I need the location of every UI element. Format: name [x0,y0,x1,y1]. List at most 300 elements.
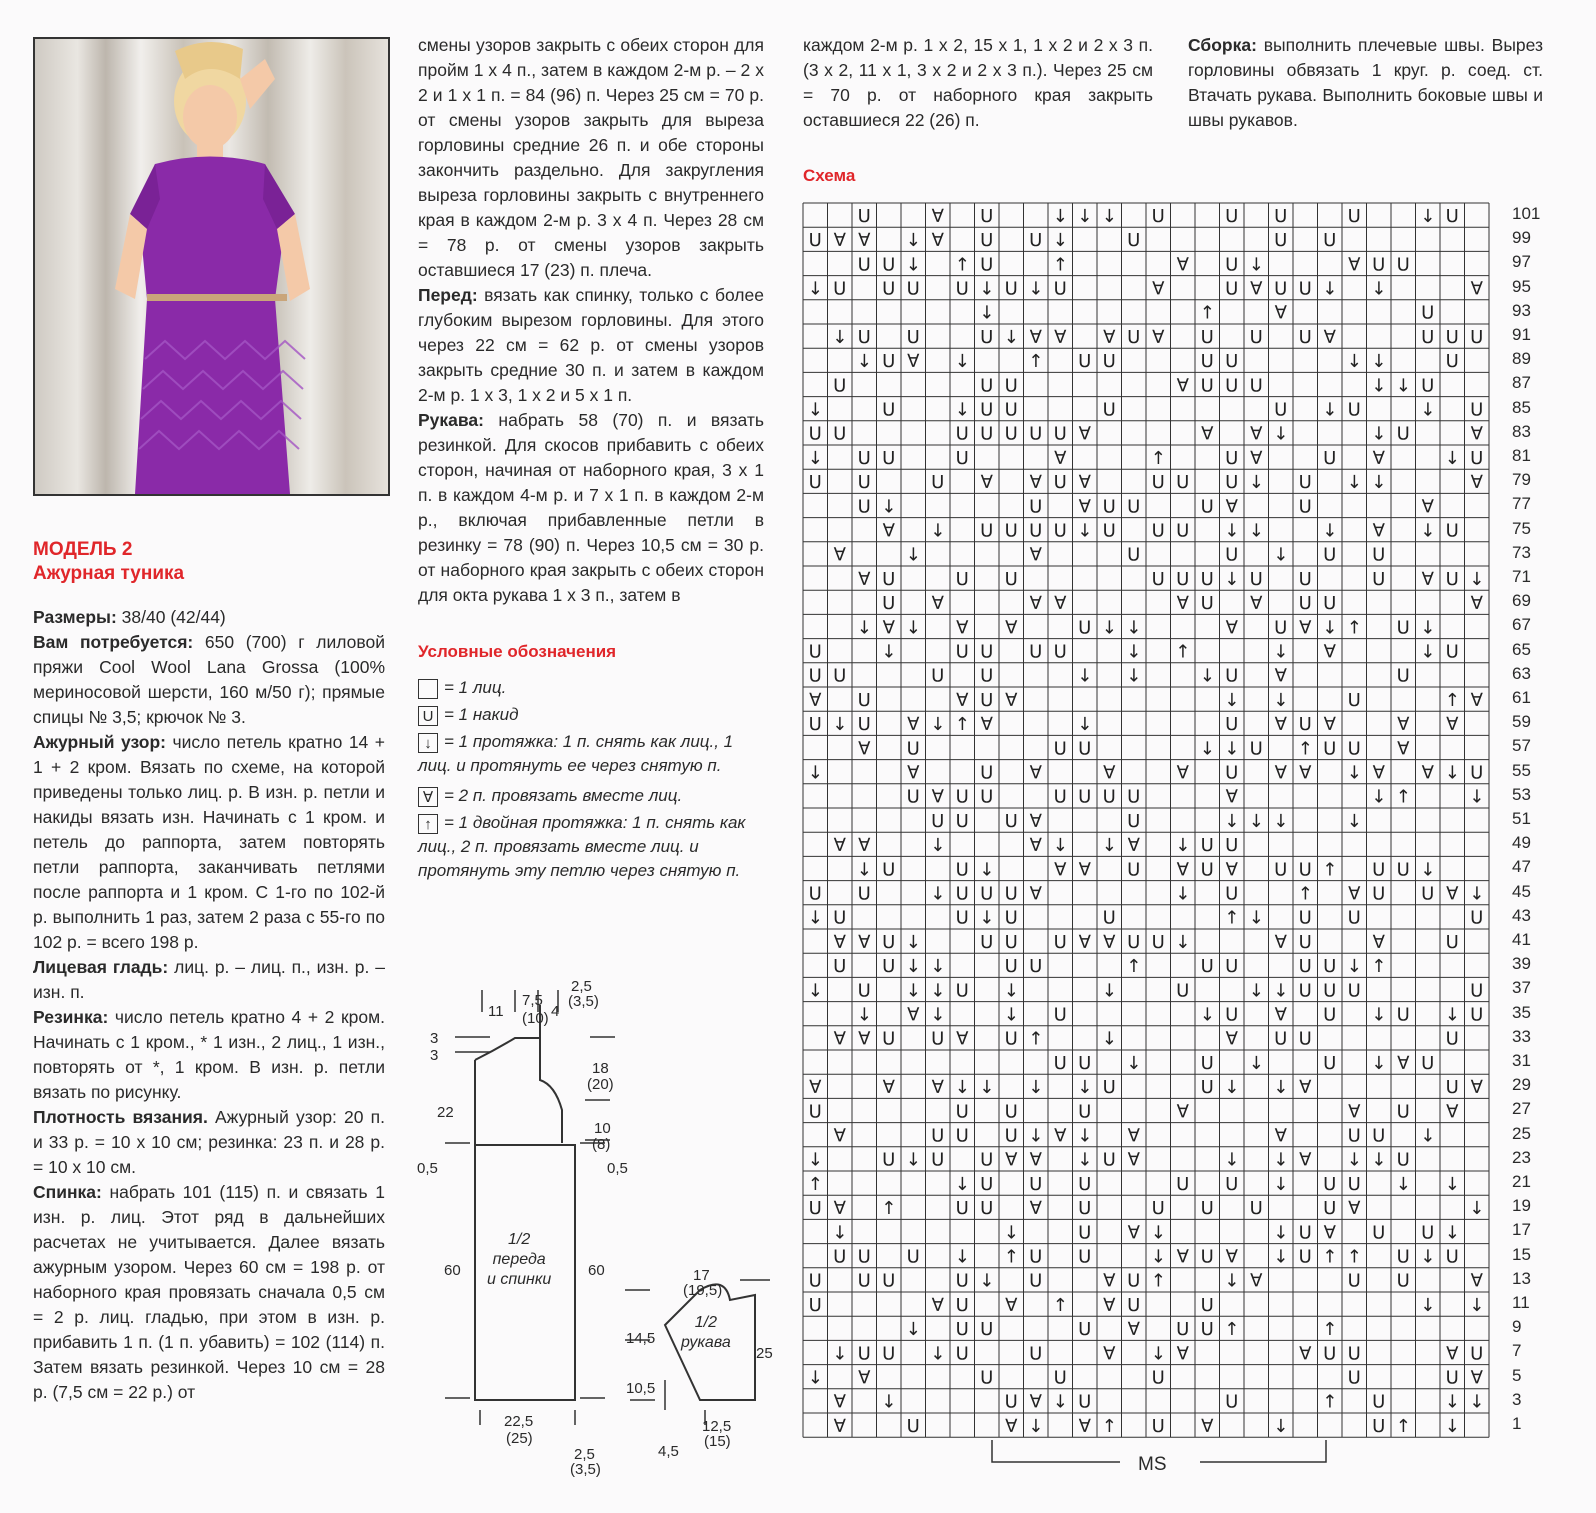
chart-stitch-symbol: ↓ [1273,1077,1289,1099]
chart-stitch-symbol: ∀ [1421,568,1434,590]
sleeve-label-2: рукава [681,1334,731,1351]
row-number: 29 [1512,1075,1531,1095]
chart-stitch-symbol: U [980,931,994,953]
chart-stitch-symbol: U [1249,568,1263,590]
dimension-label: 2,5 [571,978,592,995]
column-2-text [418,33,764,608]
row-number: 69 [1512,591,1531,611]
chart-stitch-symbol: ↓ [881,1391,897,1413]
chart-stitch-symbol: ∀ [1054,593,1067,615]
chart-stitch-symbol: ∀ [858,1028,871,1050]
chart-stitch-symbol: ∀ [1127,1149,1140,1171]
tunic-figure-image [35,39,388,494]
chart-stitch-symbol: ↓ [1101,205,1117,227]
chart-stitch-symbol: U [980,1173,994,1195]
dimension-label: (3,5) [568,993,599,1010]
chart-stitch-symbol: U [1151,1415,1165,1437]
row-number: 55 [1512,760,1531,780]
col1-paragraph [33,730,385,955]
chart-stitch-symbol: ∀ [1029,762,1042,784]
chart-stitch-symbol: ↓ [1371,351,1387,373]
chart-stitch-symbol: U [1445,520,1459,542]
chart-stitch-symbol: U [882,1028,896,1050]
chart-stitch-symbol: U [857,447,871,469]
chart-stitch-symbol: U [1102,399,1116,421]
col2-heading: Рукава: [418,410,484,430]
col2-body: вязать как спинку, только с более глубоким вырезом горловины. Для этого через 22 см = 62 р. от смены узоров закрыть средние 30 п. и затем в каждом 2-м р. 1 х 3, 1 х 2 и 5 х 1 п. [418,285,764,405]
row-number: 67 [1512,615,1531,635]
chart-stitch-symbol: ↓ [1052,230,1068,252]
chart-stitch-symbol: ↑ [1371,956,1387,978]
chart-stitch-symbol: ↓ [1469,883,1485,905]
chart-stitch-symbol: ↓ [1420,520,1436,542]
chart-stitch-symbol: ↓ [1199,1004,1215,1026]
body-piece-label [487,1230,551,1290]
col1-heading: Резинка: [33,1007,109,1027]
chart-stitch-symbol: ↓ [1028,1077,1044,1099]
chart-stitch-symbol: ↓ [1077,1149,1093,1171]
chart-stitch-symbol: U [1421,883,1435,905]
row-number: 61 [1512,688,1531,707]
chart-stitch-symbol: U [1078,1101,1092,1123]
chart-stitch-symbol: ↓ [1395,375,1411,397]
chart-stitch-symbol: ↓ [1420,1125,1436,1147]
chart-stitch-symbol: U [1470,326,1484,348]
chart-stitch-symbol: U [1347,399,1361,421]
row-number: 41 [1512,930,1531,949]
chart-stitch-symbol: ↓ [1322,617,1338,639]
chart-stitch-symbol: ∀ [1078,859,1091,881]
chart-stitch-symbol: ↓ [979,278,995,300]
chart-stitch-symbol: U [1396,617,1410,639]
chart-stitch-symbol: U [1249,738,1263,760]
chart-stitch-symbol: U [1421,1052,1435,1074]
chart-stitch-symbol: ∀ [1225,1246,1238,1268]
chart-stitch-symbol: U [1396,859,1410,881]
chart-stitch-symbol: ↓ [1003,1222,1019,1244]
row-number: 89 [1512,349,1531,369]
chart-stitch-symbol: U [1029,956,1043,978]
chart-stitch-symbol: U [1470,762,1484,784]
chart-stitch-symbol: ↓ [1248,520,1264,542]
body-label-2: переда [492,1251,546,1268]
chart-stitch-symbol: ∀ [1372,447,1385,469]
chart-stitch-symbol: ∀ [1176,593,1189,615]
chart-stitch-symbol: U [1225,665,1239,687]
chart-stitch-symbol: ↑ [1101,1415,1117,1437]
chart-stitch-symbol: U [955,1101,969,1123]
chart-stitch-symbol: U [1200,835,1214,857]
chart-stitch-symbol: ↓ [1346,762,1362,784]
chart-stitch-symbol: U [1078,1052,1092,1074]
model-photo [33,37,390,496]
chart-stitch-symbol: ∀ [1299,1149,1312,1171]
chart-stitch-symbol: U [1200,1246,1214,1268]
chart-stitch-symbol: U [1470,447,1484,469]
chart-stitch-symbol: U [1470,907,1484,929]
chart-stitch-symbol: U [906,1415,920,1437]
chart-stitch-symbol: U [906,1246,920,1268]
chart-stitch-symbol: ↓ [1077,665,1093,687]
chart-stitch-symbol: U [1372,883,1386,905]
chart-stitch-symbol: U [980,326,994,348]
chart-stitch-symbol: U [1347,1173,1361,1195]
chart-stitch-symbol: U [1445,205,1459,227]
chart-stitch-symbol: U [1200,351,1214,373]
chart-stitch-symbol: U [1127,496,1141,518]
row-number: 25 [1512,1123,1531,1143]
col1-paragraph [33,630,385,730]
chart-stitch-symbol: ∀ [1470,1270,1483,1292]
chart-stitch-symbol: U [808,1270,822,1292]
chart-stitch-symbol: U [882,447,896,469]
legend-text: = 1 двойная протяжка: 1 п. снять как лиц., 2 п. провязать вместе лиц. и протянуть эту петлю через снятую п. [418,813,746,880]
chart-stitch-symbol: U [1347,1343,1361,1365]
chart-stitch-symbol: U [857,1343,871,1365]
dimension-label: 10,5 [626,1380,656,1397]
sleeve-piece-label [681,1313,731,1353]
col1-body: число петель кратно 4 + 2 кром. Начинать с 1 кром., * 1 изн., 2 лиц., 1 изн., повторять от *, 1 кром. В изн. р. петли вязать по рисунку. [33,1007,385,1102]
dimension-label: 4,5 [658,1443,679,1460]
col1-paragraph [33,955,385,1005]
chart-stitch-symbol: ∀ [1225,859,1238,881]
chart-stitch-symbol: U [1029,496,1043,518]
chart-stitch-symbol: ↓ [1248,810,1264,832]
chart-stitch-symbol: U [1274,1028,1288,1050]
row-number: 39 [1512,954,1531,974]
chart-stitch-symbol: U [955,1294,969,1316]
chart-stitch-symbol: U [1298,907,1312,929]
chart-stitch-symbol: ↓ [905,617,921,639]
chart-stitch-symbol: U [1127,326,1141,348]
chart-stitch-symbol: ∀ [1470,472,1483,494]
chart-stitch-symbol: U [1078,1246,1092,1268]
row-number: 15 [1512,1244,1531,1264]
col2-body: набрать 58 (70) п. и вязать резинкой. Для скосов прибавить с обеих сторон, начиная от наборного края, 3 х 1 п. в каждом 4-м р. и 7 х 1 п. в каждом 2-м р., включая прибавленные петли в резинку = 78 (90) п. Через 10,5 см = 30 р. от наборного края закрыть с обеих сторон для окта рукава 1 х 3 п., затем в [418,410,764,605]
chart-stitch-symbol: U [955,278,969,300]
chart-stitch-symbol: U [1396,423,1410,445]
chart-stitch-symbol: U [1372,1125,1386,1147]
col1-body: набрать 101 (115) п. и связать 1 изн. р. лиц. Этот ряд в дальнейших расчетах не учитывается. Далее вязать ажурным узором. Через 60 см = 198 р. от наборного края провязать сначала 0,5 см = 2 р. лиц. гладью, при этом в изн. р. прибавить 1 п. (1 п. убавить) = 102 (114) п. Затем вязать резинкой. Через 10 см = 28 р. (7,5 см = 22 р.) от [33,1182,385,1402]
chart-stitch-symbol: ↑ [1322,859,1338,881]
chart-stitch-symbol: U [955,423,969,445]
chart-stitch-symbol: U [1127,859,1141,881]
chart-stitch-symbol: ↓ [1273,810,1289,832]
chart-stitch-symbol: ∀ [1054,447,1067,469]
chart-stitch-symbol: U [833,423,847,445]
chart-stitch-symbol: ↓ [1371,1004,1387,1026]
chart-stitch-symbol: U [1298,859,1312,881]
chart-stitch-symbol: U [1078,1391,1092,1413]
chart-stitch-symbol: ∀ [1201,1415,1214,1437]
chart-stitch-symbol: ↓ [1224,520,1240,542]
chart-stitch-symbol: U [1200,568,1214,590]
chart-stitch-symbol: U [808,1101,822,1123]
row-number: 45 [1512,881,1531,901]
chart-stitch-symbol: ↓ [954,351,970,373]
chart-stitch-symbol: ∀ [882,1077,895,1099]
chart-stitch-symbol: U [1004,931,1018,953]
chart-stitch-symbol: ∀ [1274,1004,1287,1026]
chart-stitch-symbol: U [1396,254,1410,276]
chart-stitch-symbol: ↓ [979,859,995,881]
dimension-label: 7,5 [522,992,543,1009]
chart-stitch-symbol: ∀ [833,1198,846,1220]
col1-heading: Лицевая гладь: [33,957,169,977]
dimension-label: 17 [693,1267,710,1284]
chart-stitch-symbol: U [1004,399,1018,421]
chart-stitch-symbol: U [1396,1246,1410,1268]
row-number: 43 [1512,905,1531,925]
chart-stitch-symbol: ∀ [1274,714,1287,736]
chart-stitch-symbol: U [1298,714,1312,736]
chart-stitch-symbol: ∀ [1250,423,1263,445]
chart-stitch-symbol: U [1102,496,1116,518]
row-number: 17 [1512,1220,1531,1240]
row-number: 37 [1512,978,1531,998]
chart-stitch-symbol: ∀ [1348,883,1361,905]
chart-stitch-symbol: ↓ [1420,859,1436,881]
chart-stitch-symbol: ∀ [1250,593,1263,615]
column-1-text [33,605,385,1405]
chart-stitch-symbol: U [1200,1052,1214,1074]
chart-stitch-symbol: ∀ [1299,762,1312,784]
body-label-1: 1/2 [508,1231,531,1248]
chart-stitch-symbol: U [833,375,847,397]
chart-stitch-symbol: ↓ [1248,472,1264,494]
chart-stitch-symbol: U [931,1125,945,1147]
chart-stitch-symbol: ↓ [1126,617,1142,639]
dimension-label: 12,5 [702,1418,732,1435]
chart-stitch-symbol: ↓ [881,496,897,518]
chart-stitch-symbol: U [1298,472,1312,494]
chart-stitch-symbol: U [1200,956,1214,978]
chart-stitch-symbol: U [1445,1367,1459,1389]
chart-stitch-symbol: ↓ [1175,883,1191,905]
column-3-paragraph: каждом 2-м р. 1 х 2, 15 х 1, 1 х 2 и 2 х 3 п. (3 х 2, 11 х 1, 3 х 2 и 2 х 3 п.). Через 25 см = 70 р. от наборного края закрыть оставшиеся 22 (26) п. [803,35,1153,130]
chart-stitch-symbol: ↓ [1469,1198,1485,1220]
chart-stitch-symbol: U [857,326,871,348]
chart-stitch-symbol: ↓ [1371,278,1387,300]
chart-stitch-symbol: U [1176,520,1190,542]
chart-stitch-symbol: U [857,205,871,227]
chart-stitch-symbol: U [1004,375,1018,397]
chart-stitch-symbol: ↓ [1371,423,1387,445]
chart-stitch-symbol: ∀ [1054,1125,1067,1147]
dimension-label: 22 [437,1104,454,1121]
chart-stitch-symbol: U [955,883,969,905]
chart-stitch-symbol: ↓ [1371,472,1387,494]
chart-stitch-symbol: ∀ [1005,689,1018,711]
chart-stitch-symbol: U [1225,278,1239,300]
chart-stitch-symbol: U [955,447,969,469]
row-number: 49 [1512,833,1531,853]
dimension-label: 14,5 [626,1330,656,1347]
chart-stitch-symbol: U [1053,738,1067,760]
chart-stitch-symbol: ∀ [1103,762,1116,784]
chart-stitch-symbol: U [1347,980,1361,1002]
chart-stitch-symbol: ∀ [858,835,871,857]
dimension-label: 4 [551,1003,560,1020]
chart-stitch-symbol: U [1274,278,1288,300]
chart-stitch-symbol: U [980,230,994,252]
row-number: 87 [1512,373,1531,393]
chart-stitch-symbol: U [931,810,945,832]
chart-stitch-symbol: U [1274,205,1288,227]
chart-stitch-symbol: ∀ [907,714,920,736]
chart-stitch-symbol: ∀ [1029,472,1042,494]
chart-stitch-symbol: ↓ [930,1004,946,1026]
chart-stitch-symbol: ∀ [858,230,871,252]
chart-stitch-symbol: ↓ [807,399,823,421]
chart-stitch-symbol: ↓ [1420,399,1436,421]
chart-stitch-symbol: U [1225,254,1239,276]
chart-stitch-symbol: ∀ [1029,1391,1042,1413]
col1-heading: Ажурный узор: [33,732,166,752]
chart-stitch-symbol: ∀ [1127,1125,1140,1147]
chart-stitch-symbol: U [1176,568,1190,590]
chart-stitch-symbol: U [980,205,994,227]
chart-stitch-symbol: U [1029,423,1043,445]
chart-stitch-symbol: ↓ [1469,568,1485,590]
chart-stitch-symbol: U [1225,762,1239,784]
dimension-label: 0,5 [607,1160,628,1177]
chart-stitch-symbol: U [1396,665,1410,687]
chart-stitch-symbol: ∀ [1348,254,1361,276]
chart-stitch-symbol: ↑ [1395,1415,1411,1437]
chart-stitch-symbol: U [1004,568,1018,590]
chart-stitch-symbol: U [1029,1343,1043,1365]
chart-stitch-symbol: U [808,423,822,445]
legend-text: = 1 лиц. [444,678,507,697]
chart-stitch-symbol: ↓ [1224,568,1240,590]
chart-stitch-symbol: U [906,326,920,348]
chart-stitch-symbol: ∀ [1103,931,1116,953]
chart-stitch-symbol: U [1323,230,1337,252]
chart-stitch-symbol: U [1372,1415,1386,1437]
chart-stitch-symbol: ∀ [956,617,969,639]
chart-stitch-symbol: U [1200,1319,1214,1341]
row-number: 51 [1512,809,1531,828]
chart-stitch-symbol: U [833,278,847,300]
chart-stitch-symbol: ∀ [1421,762,1434,784]
chart-stitch-symbol: U [1225,883,1239,905]
chart-stitch-symbol: ↓ [807,1149,823,1171]
chart-stitch-symbol: ↓ [1273,641,1289,663]
chart-stitch-symbol: ↑ [1224,907,1240,929]
legend-text: = 1 накид [444,705,519,724]
chart-stitch-symbol: U [1323,980,1337,1002]
chart-stitch-symbol: ↓ [856,351,872,373]
chart-stitch-symbol: ∀ [833,931,846,953]
chart-stitch-symbol: ↓ [930,714,946,736]
chart-stitch-symbol: ∀ [1348,1101,1361,1123]
chart-stitch-symbol: U [857,1246,871,1268]
chart-stitch-symbol: U [1053,786,1067,808]
chart-stitch-symbol: ∀ [1397,714,1410,736]
chart-stitch-symbol: ∀ [1299,1343,1312,1365]
chart-stitch-symbol: ∀ [1446,1343,1459,1365]
chart-stitch-symbol: U [1445,641,1459,663]
column-4-text [1188,33,1543,133]
chart-stitch-symbol: ↓ [832,714,848,736]
row-number: 75 [1512,518,1531,538]
chart-stitch-symbol: U [1078,1198,1092,1220]
chart-stitch-symbol: U [1200,496,1214,518]
chart-stitch-symbol: U [808,1294,822,1316]
chart-stitch-symbol: U [1127,1294,1141,1316]
chart-stitch-symbol: ↓ [1248,1052,1264,1074]
chart-stitch-symbol: ∀ [1176,254,1189,276]
chart-stitch-symbol: U [882,593,896,615]
chart-stitch-symbol: U [1323,1198,1337,1220]
chart-stitch-symbol: U [1298,593,1312,615]
chart-stitch-symbol: ∀ [1127,1319,1140,1341]
chart-stitch-symbol: ↓ [1273,1246,1289,1268]
chart-stitch-symbol: ↓ [881,641,897,663]
chart-stitch-symbol: ↑ [881,1198,897,1220]
chart-stitch-symbol: U [1445,1028,1459,1050]
chart-stitch-symbol: U [857,883,871,905]
chart-stitch-symbol: U [833,907,847,929]
chart-stitch-symbol: ↓ [905,230,921,252]
row-number: 33 [1512,1026,1531,1046]
legend-item [418,703,768,727]
legend-item [418,676,768,700]
chart-stitch-symbol: ∀ [1029,544,1042,566]
chart-stitch-symbol: U [1372,544,1386,566]
chart-stitch-symbol: U [882,1343,896,1365]
chart-stitch-symbol: ∀ [1397,1052,1410,1074]
chart-stitch-symbol: U [1396,1004,1410,1026]
chart-stitch-symbol: ↓ [1420,1294,1436,1316]
chart-stitch-symbol: ↓ [1077,520,1093,542]
chart-stitch-symbol: ↓ [807,907,823,929]
chart-stitch-symbol: ∀ [1005,617,1018,639]
chart-stitch-symbol: U [1347,689,1361,711]
chart-stitch-symbol: U [955,568,969,590]
chart-stitch-symbol: U [1396,1101,1410,1123]
dimension-label: (8) [592,1136,611,1153]
row-number: 11 [1512,1293,1530,1312]
chart-stitch-symbol: ↓ [1346,810,1362,832]
chart-stitch-symbol: ↓ [905,1319,921,1341]
assembly-heading: Сборка: [1188,35,1257,55]
chart-stitch-symbol: ∀ [907,1004,920,1026]
chart-stitch-symbol: ↑ [1150,447,1166,469]
chart-stitch-symbol: ↓ [1224,689,1240,711]
chart-stitch-symbol: U [1225,375,1239,397]
chart-stitch-symbol: U [1225,544,1239,566]
chart-stitch-symbol: U [955,1270,969,1292]
chart-stitch-symbol: ↓ [905,980,921,1002]
chart-stitch-symbol: U [906,278,920,300]
dimension-label: (3,5) [570,1461,601,1478]
chart-stitch-symbol: ↓ [905,1149,921,1171]
chart-stitch-symbol: ↓ [1273,980,1289,1002]
row-number: 3 [1512,1389,1522,1409]
chart-stitch-symbol: ↓ [1175,835,1191,857]
dimension-label: 11 [488,1003,504,1020]
chart-stitch-symbol: ∀ [833,1125,846,1147]
chart-stitch-symbol: ∀ [1446,714,1459,736]
chart-stitch-symbol: U [1127,786,1141,808]
chart-stitch-symbol: U [1470,1004,1484,1026]
chart-stitch-symbol: U [1445,351,1459,373]
chart-stitch-symbol: U [1053,1367,1067,1389]
chart-stitch-symbol: ∀ [1323,714,1336,736]
model-number: МОДЕЛЬ 2 [33,539,133,560]
